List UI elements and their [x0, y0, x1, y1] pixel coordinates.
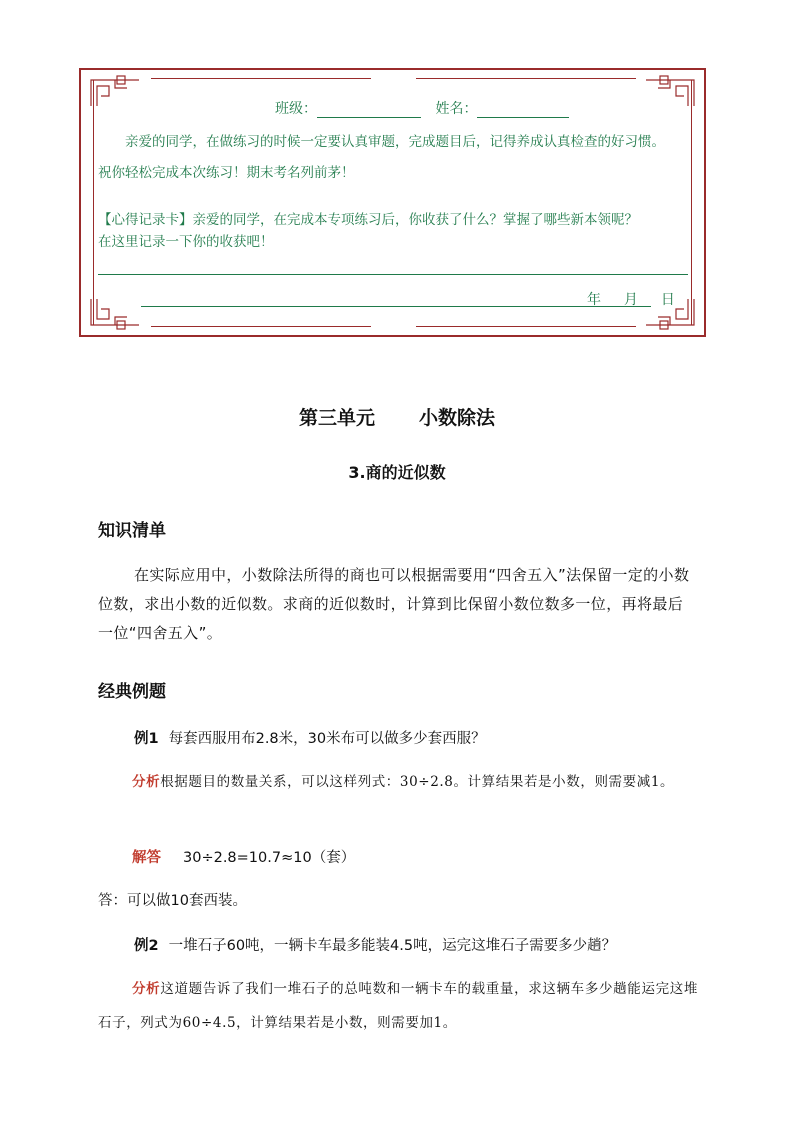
name-label: 姓名：: [435, 101, 478, 117]
name-input[interactable]: [477, 103, 569, 118]
class-input[interactable]: [317, 103, 421, 118]
unit-topic: 小数除法: [419, 407, 496, 429]
student-info-row: [275, 98, 569, 118]
unit-name: 第三单元: [298, 407, 375, 429]
card-bottom-line-left: [151, 326, 371, 327]
card-bottom-line-right: [416, 326, 636, 327]
date-field: [587, 289, 675, 309]
example-1-analysis: [98, 765, 698, 799]
date-year-label: 年: [587, 292, 601, 308]
example-1-answer: 答：可以做10套西装。: [98, 893, 247, 909]
example-2-analysis-text: 这道题告诉了我们一堆石子的总吨数和一辆卡车的载重量，求这辆车多少趟能运完这堆石子，列式为60÷4.5，计算结果若是小数，则需要加1。: [98, 981, 698, 1031]
card-top-line-left: [151, 78, 371, 79]
example-1-analysis-text: 根据题目的数量关系，可以这样列式：30÷2.8。计算结果若是小数，则需要减1。: [160, 774, 675, 790]
unit-title: [0, 403, 794, 430]
example-2-question: [134, 934, 616, 955]
example-1-question: [134, 727, 486, 748]
record-line[interactable]: [98, 274, 688, 275]
class-label: 班级：: [275, 101, 317, 117]
example-1-solution-text: 30÷2.8=10.7≈10（套）: [183, 850, 356, 866]
example-1-label: 例1: [134, 731, 159, 747]
record-prompt-line2: 在这里记录一下你的收获吧！: [98, 234, 274, 250]
example-2-analysis: [98, 972, 698, 1040]
example-2-label: 例2: [134, 938, 159, 954]
solution-label: 解答: [132, 850, 161, 866]
lesson-title: 3.商的近似数: [348, 463, 446, 482]
corner-ornament-icon: [642, 74, 698, 110]
corner-ornament-icon: [87, 295, 143, 331]
example-1-solution: [132, 846, 355, 867]
date-day-label: 日: [660, 292, 675, 308]
date-month-label: 月: [623, 292, 638, 308]
examples-heading: 经典例题: [98, 682, 166, 702]
example-1-text: 每套西服用布2.8米，30米布可以做多少套西服？: [168, 731, 486, 747]
card-top-line-right: [416, 78, 636, 79]
knowledge-paragraph: 在实际应用中，小数除法所得的商也可以根据需要用“四舍五入”法保留一定的小数位数，求出小数的近似数。求商的近似数时，计算到比保留小数位数多一位，再将最后一位“四舍五入”。: [98, 566, 690, 642]
record-prompt-line1: 【心得记录卡】亲爱的同学，在完成本专项练习后，你收获了什么？掌握了哪些新本领呢？: [98, 212, 638, 228]
analysis-label: 分析: [132, 981, 161, 997]
record-card: [79, 68, 706, 337]
greeting-text: 亲爱的同学，在做练习的时候一定要认真审题，完成题目后，记得养成认真检查的好习惯。: [125, 134, 665, 150]
analysis-label: 分析: [132, 774, 161, 790]
record-line[interactable]: [141, 306, 651, 307]
wish-text: 祝你轻松完成本次练习！期末考名列前茅！: [98, 165, 355, 181]
corner-ornament-icon: [87, 74, 143, 110]
example-2-text: 一堆石子60吨，一辆卡车最多能装4.5吨，运完这堆石子需要多少趟？: [168, 938, 617, 954]
knowledge-heading: 知识清单: [98, 521, 166, 541]
